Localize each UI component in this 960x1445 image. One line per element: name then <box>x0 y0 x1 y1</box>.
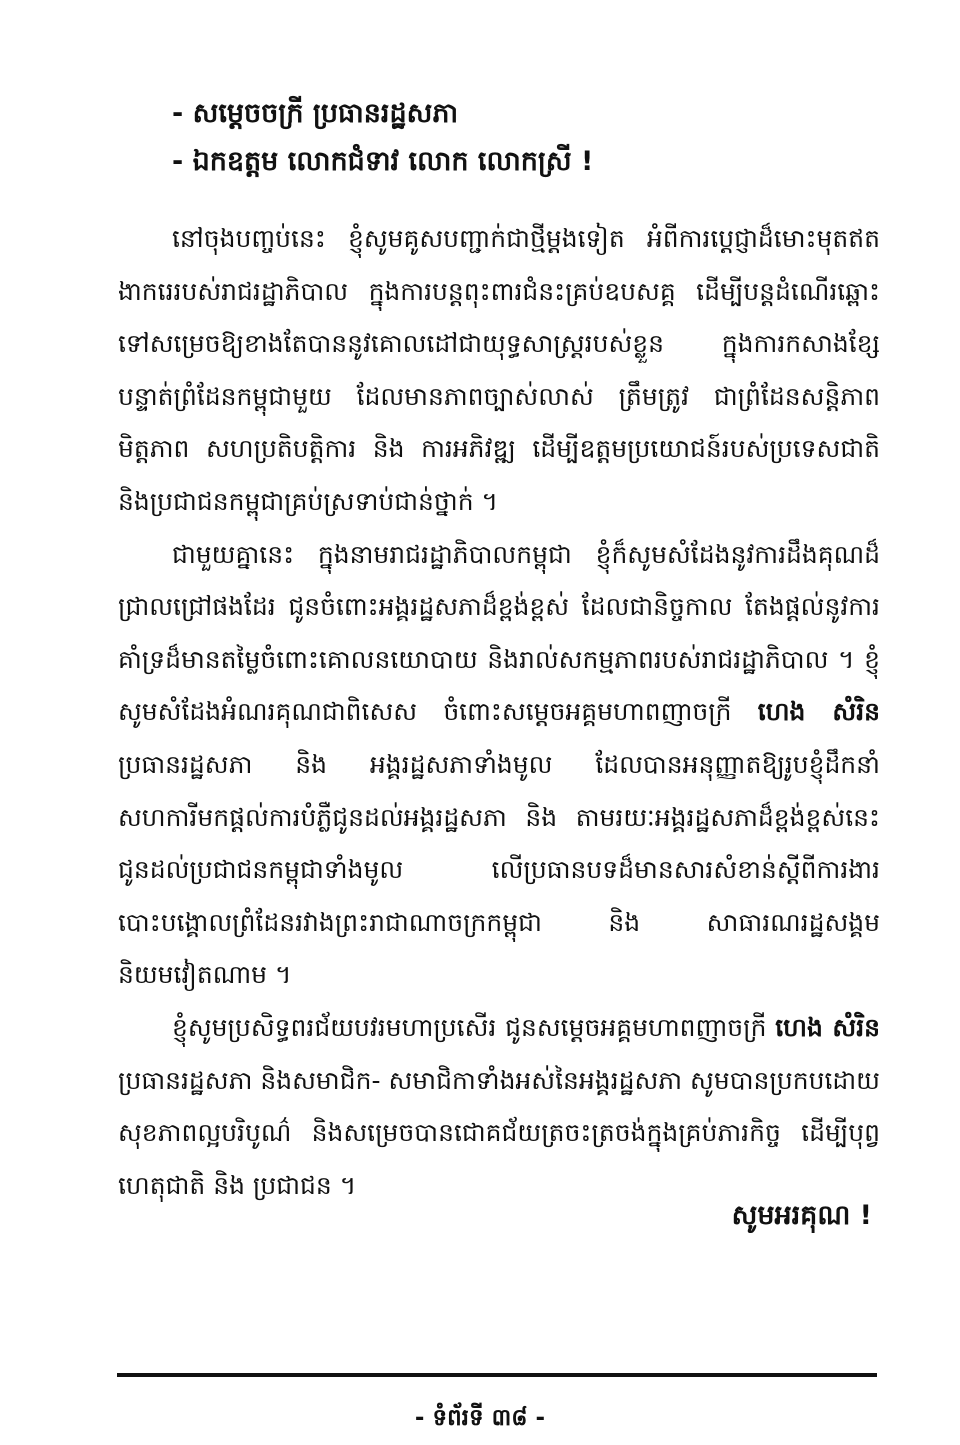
paragraph-gratitude-text-2: ប្រធានរដ្ឋសភា និង អង្គរដ្ឋសភាទាំងមូល ដែលបានអនុញ្ញាតឱ្យរូបខ្ញុំដឹកនាំសហការីមកផ្តល់ការបំភ្លឺជូនដល់អង្គរដ្ឋសភា និង តាមរយៈអង្គរដ្ឋសភាដ៏ខ្ពង់ខ្ពស់នេះ ជូនដល់ប្រជាជនកម្ពុជាទាំងមូល លើប្រធានបទដ៏មានសារសំខាន់ស្តីពីការងារបោះបង្គោលព្រំដែនរវាងព្រះរាជាណាចក្រកម្ពុជា និង សាធារណរដ្ឋសង្គមនិយមវៀតណាម ។ <box>118 749 880 990</box>
closing-thanks: សូមអរគុណ ! <box>731 1200 872 1231</box>
page-number: - ទំព័រទី ៣៨ - <box>414 1405 546 1431</box>
paragraph-wishes-text-1: ខ្ញុំសូមប្រសិទ្ធពរជ័យបវរមហាប្រសើរ ជូនសម្តេចអគ្គមហាពញាចក្រី <box>172 1012 776 1042</box>
paragraph-gratitude-text-1: ជាមួយគ្នានេះ ក្នុងនាមរាជរដ្ឋាភិបាលកម្ពុជា ខ្ញុំក៏សូមសំដែងនូវការដឹងគុណដ៏ជ្រាលជ្រៅផងដែរ ជូនចំពោះអង្គរដ្ឋសភាដ៏ខ្ពង់ខ្ពស់ ដែលជានិច្ចកាល តែងផ្តល់នូវការគាំទ្រដ៏មានតម្លៃចំពោះគោលនយោបាយ និងរាល់សកម្មភាពរបស់រាជរដ្ឋាភិបាល ។ ខ្ញុំសូមសំដែងអំណរគុណជាពិសេស ចំពោះសម្តេចអគ្គមហាពញាចក្រី <box>118 539 880 727</box>
paragraph-wishes <box>118 1002 880 1212</box>
salutation-line-1: - សម្តេចចក្រី ប្រធានរដ្ឋសភា <box>172 98 459 129</box>
speech-body <box>118 213 880 1212</box>
assembly-president-name: ហេង សំរិន <box>757 697 880 727</box>
paragraph-conclusion: នៅចុងបញ្ចប់នេះ ខ្ញុំសូមគូសបញ្ជាក់ជាថ្មីម្តងទៀត អំពីការប្តេជ្ញាដ៏មោះមុតឥតងាករេរបស់រាជរដ្ឋាភិបាល ក្នុងការបន្តពុះពារជំនះគ្រប់ឧបសគ្គ ដើម្បីបន្តដំណើរឆ្ពោះទៅសម្រេចឱ្យខាងតែបាននូវគោលដៅជាយុទ្ធសាស្ត្ររបស់ខ្លួន ក្នុងការកសាងខ្សែបន្ទាត់ព្រំដែនកម្ពុជាមួយ ដែលមានភាពច្បាស់លាស់ ត្រឹមត្រូវ ជាព្រំដែនសន្តិភាព មិត្តភាព សហប្រតិបត្តិការ និង ការអភិវឌ្ឍ ដើម្បីឧត្តមប្រយោជន៍របស់ប្រទេសជាតិ និងប្រជាជនកម្ពុជាគ្រប់ស្រទាប់ជាន់ថ្នាក់ ។ <box>118 224 880 516</box>
paragraph-gratitude <box>118 529 880 1002</box>
footer-divider <box>117 1373 877 1377</box>
assembly-president-name-2: ហេង សំរិន <box>775 1012 880 1042</box>
paragraph-wishes-text-2: ប្រធានរដ្ឋសភា និងសមាជិក- សមាជិកាទាំងអស់នៃអង្គរដ្ឋសភា សូមបានប្រកបដោយសុខភាពល្អបរិបូណ៌ និងសម្រេចបានជោគជ័យត្រចះត្រចង់ក្នុងគ្រប់ភារកិច្ច ដើម្បីបុព្វហេតុជាតិ និង ប្រជាជន ។ <box>118 1065 880 1200</box>
salutation-line-2: - ឯកឧត្តម លោកជំទាវ លោក លោកស្រី ! <box>172 146 594 177</box>
